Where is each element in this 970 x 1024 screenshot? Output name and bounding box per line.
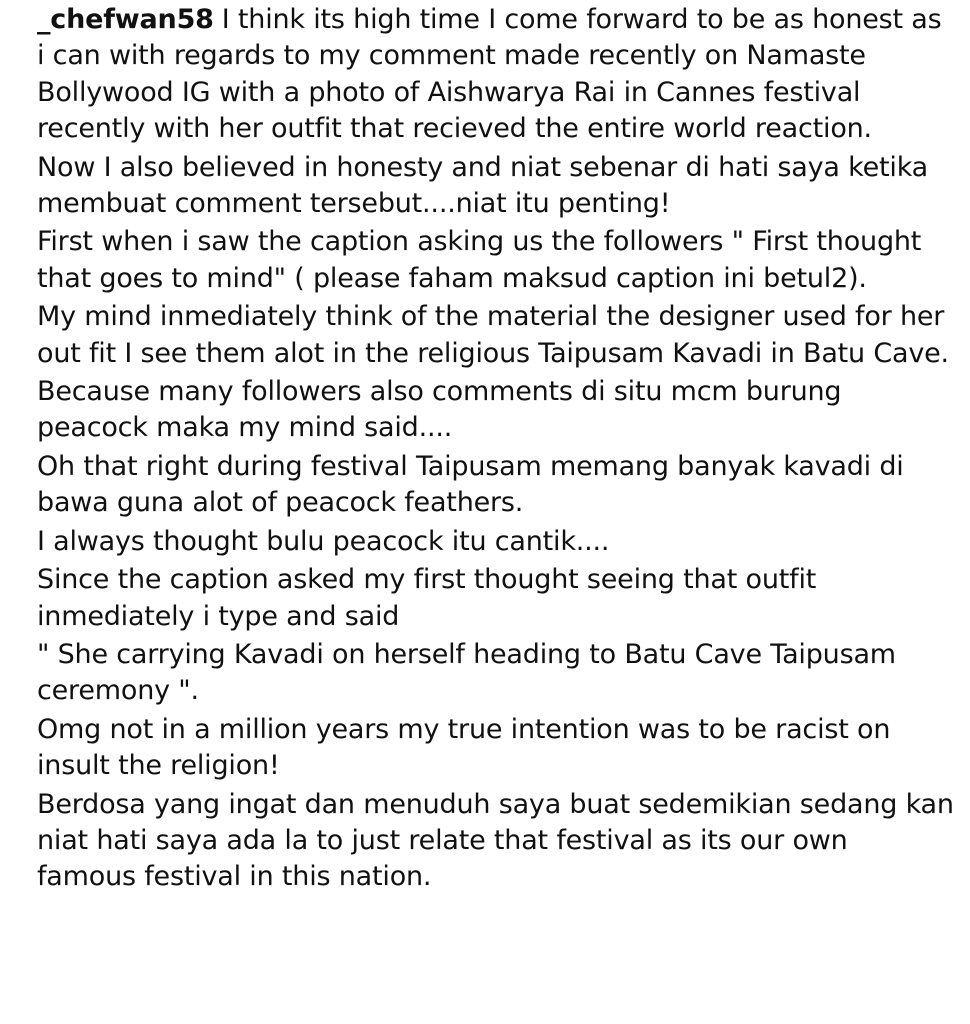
caption-paragraph-3: First when i saw the caption asking us the followers " First thought that goes to mind" ( please faham maksud caption ini betul2). [37, 226, 922, 294]
caption-paragraph-9: " She carrying Kavadi on herself heading to Batu Cave Taipusam ceremony ". [37, 638, 896, 707]
caption-paragraph-6: Oh that right during festival Taipusam memang banyak kavadi di bawa guna alot of peacock feathers. [37, 450, 904, 519]
caption-paragraph-11: Berdosa yang ingat dan menuduh saya buat sedemikian sedang kan niat hati saya ada la to just relate that festival as its our own famous festival in this nation. [37, 788, 954, 893]
caption-paragraph-7: I always thought bulu peacock itu cantik.... [37, 525, 610, 557]
caption-paragraph-10: Omg not in a million years my true intention was to be racist on insult the religion! [37, 713, 891, 782]
caption-text: I think its high time I come forward to be as honest as i can with regards to my comment made recently on Namaste Bollywood IG with a photo of Aishwarya Rai in Cannes festival recently with her outfit that recieved the entire world reaction. [37, 4, 942, 145]
caption-paragraph-8: Since the caption asked my first thought seeing that outfit inmediately i type and said [37, 564, 817, 632]
caption-paragraph-5: Because many followers also comments di situ mcm burung peacock maka my mind said.... [37, 376, 842, 444]
caption-paragraph-1 [37, 2, 954, 148]
caption-paragraph-2: Now I also believed in honesty and niat sebenar di hati saya ketika membuat comment tersebut....niat itu penting! [37, 151, 929, 220]
username-link[interactable]: _chefwan58 [37, 4, 214, 35]
caption-paragraph-4: My mind inmediately think of the material the designer used for her out fit I see them alot in the religious Taipusam Kavadi in Batu Cave. [37, 301, 949, 369]
